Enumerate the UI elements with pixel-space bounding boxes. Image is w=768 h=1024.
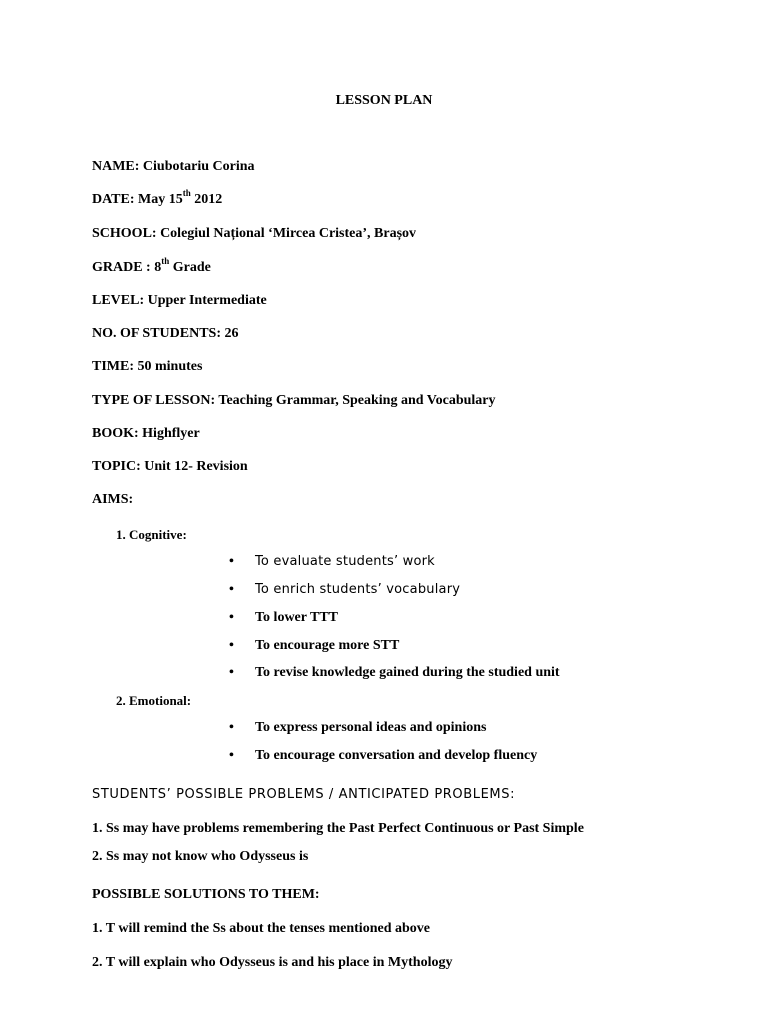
name-field: NAME: Ciubotariu Corina bbox=[92, 159, 255, 174]
cognitive-item: To enrich students’ vocabulary bbox=[255, 582, 461, 597]
emotional-label: 2. Emotional: bbox=[116, 693, 192, 708]
students-field: NO. OF STUDENTS: 26 bbox=[92, 326, 239, 341]
bullet-icon: • bbox=[229, 554, 234, 569]
topic-field: TOPIC: Unit 12- Revision bbox=[92, 459, 248, 474]
solution-item: 1. T will remind the Ss about the tenses mentioned above bbox=[92, 921, 430, 936]
emotional-item: To encourage conversation and develop fluency bbox=[255, 748, 538, 763]
solution-item: 2. T will explain who Odysseus is and his place in Mythology bbox=[92, 955, 453, 970]
bullet-icon: • bbox=[229, 582, 234, 597]
list-item bbox=[0, 582, 768, 598]
grade-field bbox=[92, 256, 211, 276]
cognitive-item: To encourage more STT bbox=[255, 638, 400, 653]
cognitive-label: 1. Cognitive: bbox=[116, 527, 187, 542]
book-field: BOOK: Highflyer bbox=[92, 426, 200, 441]
level-field: LEVEL: Upper Intermediate bbox=[92, 293, 267, 308]
document-title: LESSON PLAN bbox=[335, 93, 433, 108]
date-suffix: 2012 bbox=[190, 192, 223, 207]
cognitive-item: To lower TTT bbox=[255, 610, 338, 625]
aims-heading: AIMS: bbox=[92, 492, 134, 507]
list-item bbox=[0, 610, 768, 626]
problem-item: 1. Ss may have problems remembering the Past Perfect Continuous or Past Simple bbox=[92, 821, 584, 836]
solutions-heading: POSSIBLE SOLUTIONS TO THEM: bbox=[92, 887, 320, 902]
date-field bbox=[92, 188, 223, 208]
grade-suffix: Grade bbox=[169, 260, 211, 275]
bullet-icon: • bbox=[229, 665, 234, 680]
school-field: SCHOOL: Colegiul Național ‘Mircea Cristea’, Brașov bbox=[92, 226, 417, 241]
list-item bbox=[0, 665, 768, 681]
cognitive-item: To evaluate students’ work bbox=[255, 554, 435, 569]
bullet-icon: • bbox=[229, 748, 234, 763]
list-item bbox=[0, 554, 768, 570]
time-field: TIME: 50 minutes bbox=[92, 359, 203, 374]
problem-item: 2. Ss may not know who Odysseus is bbox=[92, 849, 309, 864]
grade-superscript: th bbox=[161, 256, 170, 267]
bullet-icon: • bbox=[229, 720, 234, 735]
grade-prefix: GRADE : 8 bbox=[92, 260, 162, 275]
problems-heading: STUDENTS’ POSSIBLE PROBLEMS / ANTICIPATED PROBLEMS: bbox=[92, 787, 516, 802]
bullet-icon: • bbox=[229, 638, 234, 653]
bullet-icon: • bbox=[229, 610, 234, 625]
list-item bbox=[0, 748, 768, 764]
lesson-type-field: TYPE OF LESSON: Teaching Grammar, Speaking and Vocabulary bbox=[92, 393, 496, 408]
date-prefix: DATE: May 15 bbox=[92, 192, 183, 207]
list-item bbox=[0, 638, 768, 654]
date-superscript: th bbox=[182, 188, 191, 199]
emotional-item: To express personal ideas and opinions bbox=[255, 720, 487, 735]
cognitive-item: To revise knowledge gained during the studied unit bbox=[255, 665, 560, 680]
list-item bbox=[0, 720, 768, 736]
